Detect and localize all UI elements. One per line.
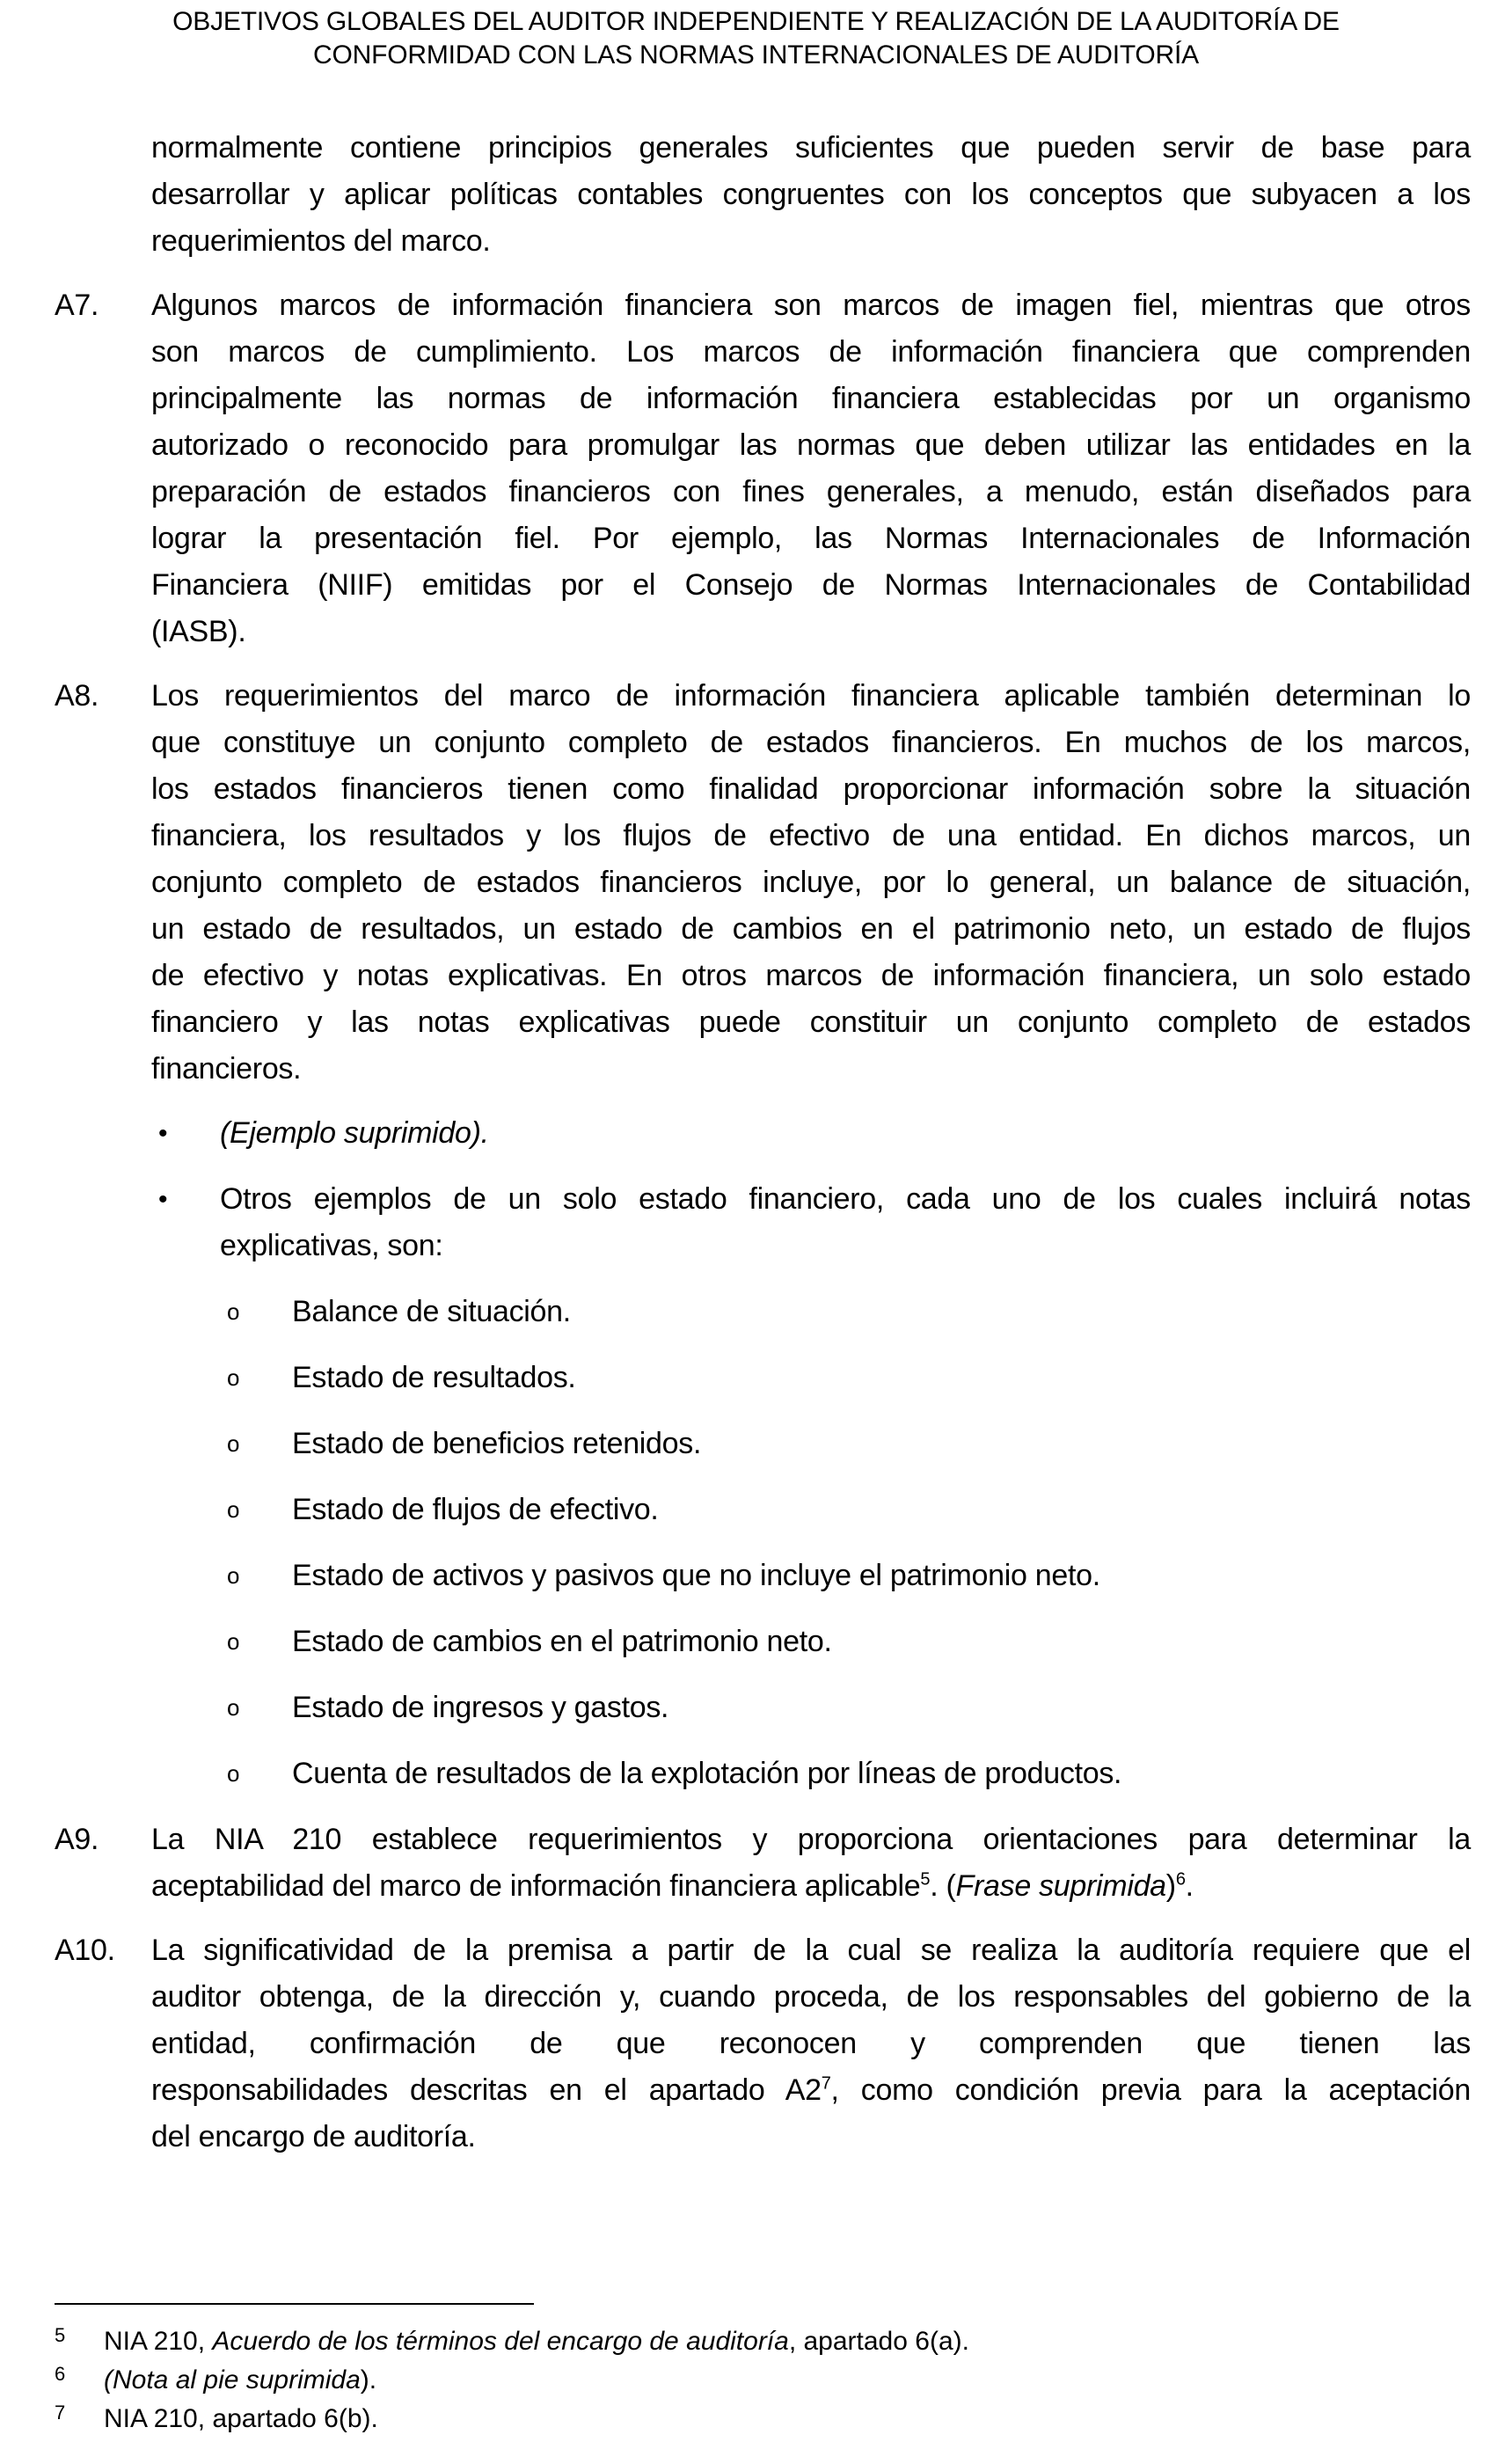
footnote-text: (Nota al pie suprimida). bbox=[104, 2365, 377, 2394]
text-line: que constituye un conjunto completo de estados financieros. En muchos de los marcos, bbox=[151, 726, 1471, 759]
circle-bullet-icon: o bbox=[227, 1628, 240, 1655]
paragraph-a10 bbox=[55, 1927, 1471, 2161]
circle-bullet-icon: o bbox=[227, 1364, 240, 1391]
bullet-text: (Ejemplo suprimido). bbox=[220, 1116, 489, 1150]
text-line: Algunos marcos de información financiera son marcos de imagen fiel, mientras que otros bbox=[151, 289, 1471, 322]
sub-item-text: Estado de activos y pasivos que no incluye el patrimonio neto. bbox=[292, 1559, 1100, 1592]
footnote-number: 5 bbox=[55, 2324, 66, 2346]
circle-bullet-icon: o bbox=[227, 1430, 240, 1457]
paragraph-number: A7. bbox=[55, 289, 99, 322]
sub-item bbox=[220, 1553, 1471, 1599]
footnote-number: 6 bbox=[55, 2363, 66, 2385]
text-line: conjunto completo de estados financieros incluye, por lo general, un balance de situación, bbox=[151, 866, 1471, 899]
header-line-1: OBJETIVOS GLOBALES DEL AUDITOR INDEPENDIENTE Y REALIZACIÓN DE LA AUDITORÍA DE bbox=[172, 7, 1340, 36]
paragraph-number: A9. bbox=[55, 1823, 99, 1856]
sub-item-text: Estado de resultados. bbox=[292, 1361, 576, 1394]
sub-item-text: Estado de cambios en el patrimonio neto. bbox=[292, 1625, 832, 1658]
text-line: explicativas, son: bbox=[220, 1229, 443, 1262]
circle-bullet-icon: o bbox=[227, 1562, 240, 1589]
text-line: desarrollar y aplicar políticas contables congruentes con los conceptos que subyacen a los bbox=[151, 178, 1471, 211]
document-body bbox=[55, 125, 1471, 2178]
text-line: un estado de resultados, un estado de cambios en el patrimonio neto, un estado de flujos bbox=[151, 912, 1471, 946]
paragraph-text bbox=[151, 1927, 1471, 2161]
sub-item bbox=[220, 1421, 1471, 1467]
bullet-item bbox=[151, 1110, 1471, 1157]
bullet-list bbox=[151, 1110, 1471, 1269]
sub-item bbox=[220, 1685, 1471, 1731]
text-line: financiera, los resultados y los flujos de efectivo de una entidad. En dichos marcos, un bbox=[151, 819, 1471, 852]
paragraph-text bbox=[151, 1817, 1471, 1910]
paragraph-number-empty bbox=[55, 125, 151, 265]
footnote-separator bbox=[55, 2303, 534, 2305]
footnote bbox=[55, 2400, 1462, 2438]
footnote-number: 7 bbox=[55, 2402, 66, 2424]
footnote-ref[interactable]: 6 bbox=[1175, 1869, 1186, 1890]
bullet-item bbox=[151, 1176, 1471, 1269]
sub-item bbox=[220, 1487, 1471, 1533]
text-line: Otros ejemplos de un solo estado financiero, cada uno de los cuales incluirá notas bbox=[220, 1182, 1471, 1216]
text-line: La NIA 210 establece requerimientos y proporciona orientaciones para determinar la bbox=[151, 1823, 1471, 1856]
text-line: requerimientos del marco. bbox=[151, 224, 491, 258]
sub-item-text: Estado de beneficios retenidos. bbox=[292, 1427, 702, 1460]
paragraph-a9 bbox=[55, 1817, 1471, 1910]
text-line: los estados financieros tienen como finalidad proporcionar información sobre la situación bbox=[151, 772, 1471, 806]
paragraph-number: A10. bbox=[55, 1934, 115, 1967]
text-line: aceptabilidad del marco de información financiera aplicable$^5$. (Frase suprimida)$^6$. bbox=[151, 1869, 1194, 1903]
text-line: lograr la presentación fiel. Por ejemplo, las Normas Internacionales de Información bbox=[151, 522, 1471, 555]
text-line: responsabilidades descritas en el apartado $A2^7$, como condición previa para la aceptación bbox=[151, 2073, 1472, 2107]
text-line: autorizado o reconocido para promulgar las normas que deben utilizar las entidades en la bbox=[151, 428, 1471, 462]
paragraph-text bbox=[151, 282, 1471, 655]
circle-bullet-icon: o bbox=[227, 1760, 240, 1787]
footnote-ref[interactable]: 7 bbox=[821, 2073, 831, 2094]
paragraph-text bbox=[151, 673, 1471, 1093]
circle-bullet-icon: o bbox=[227, 1496, 240, 1523]
text-line: La significatividad de la premisa a partir de la cual se realiza la auditoría requiere que el bbox=[151, 1934, 1471, 1967]
sub-item bbox=[220, 1751, 1471, 1797]
circle-bullet-icon: o bbox=[227, 1694, 240, 1721]
text-line: auditor obtenga, de la dirección y, cuando proceda, de los responsables del gobierno de la bbox=[151, 1980, 1471, 2014]
sub-item-text: Balance de situación. bbox=[292, 1295, 571, 1328]
text-line: del encargo de auditoría. bbox=[151, 2120, 476, 2153]
text-line: preparación de estados financieros con fines generales, a menudo, están diseñados para bbox=[151, 475, 1471, 508]
text-line: entidad, confirmación de que reconocen y comprenden que tienen las bbox=[151, 2027, 1471, 2060]
sub-item-text: Estado de flujos de efectivo. bbox=[292, 1493, 659, 1526]
circle-bullet-icon: o bbox=[227, 1298, 240, 1325]
text-line: (IASB). bbox=[151, 615, 246, 648]
text-line: financieros. bbox=[151, 1052, 302, 1086]
header-line-2: CONFORMIDAD CON LAS NORMAS INTERNACIONALES DE AUDITORÍA bbox=[313, 40, 1199, 69]
text-line: Financiera (NIIF) emitidas por el Consejo de Normas Internacionales de Contabilidad bbox=[151, 568, 1471, 602]
footnote-ref[interactable]: 5 bbox=[920, 1869, 931, 1890]
bullet-icon: • bbox=[158, 1185, 168, 1214]
sub-item bbox=[220, 1355, 1471, 1401]
footnote-text: NIA 210, Acuerdo de los términos del encargo de auditoría, apartado 6(a). bbox=[104, 2327, 969, 2356]
bullet-text bbox=[220, 1176, 1471, 1269]
text-line: Los requerimientos del marco de información financiera aplicable también determinan lo bbox=[151, 679, 1471, 713]
text-line: principalmente las normas de información financiera establecidas por un organismo bbox=[151, 382, 1471, 415]
text-line: de efectivo y notas explicativas. En otros marcos de información financiera, un solo estado bbox=[151, 959, 1471, 992]
sub-list bbox=[220, 1289, 1471, 1797]
text-line: normalmente contiene principios generales suficientes que pueden servir de base para bbox=[151, 131, 1471, 165]
paragraph-continuation bbox=[55, 125, 1471, 265]
text-line: financiero y las notas explicativas puede constituir un conjunto completo de estados bbox=[151, 1005, 1471, 1039]
paragraph-a7 bbox=[55, 282, 1471, 655]
running-header bbox=[0, 5, 1512, 72]
paragraph-text bbox=[151, 125, 1471, 265]
sub-item bbox=[220, 1619, 1471, 1665]
footnote bbox=[55, 2361, 1462, 2400]
paragraph-a8 bbox=[55, 673, 1471, 1093]
footnotes bbox=[55, 2322, 1462, 2438]
sub-item-text: Cuenta de resultados de la explotación por líneas de productos. bbox=[292, 1757, 1122, 1790]
footnote bbox=[55, 2322, 1462, 2361]
paragraph-number: A8. bbox=[55, 679, 99, 713]
sub-item bbox=[220, 1289, 1471, 1335]
text-line: son marcos de cumplimiento. Los marcos de información financiera que comprenden bbox=[151, 335, 1471, 369]
footnote-text: NIA 210, apartado 6(b). bbox=[104, 2404, 378, 2433]
bullet-icon: • bbox=[158, 1119, 168, 1148]
sub-item-text: Estado de ingresos y gastos. bbox=[292, 1691, 669, 1724]
